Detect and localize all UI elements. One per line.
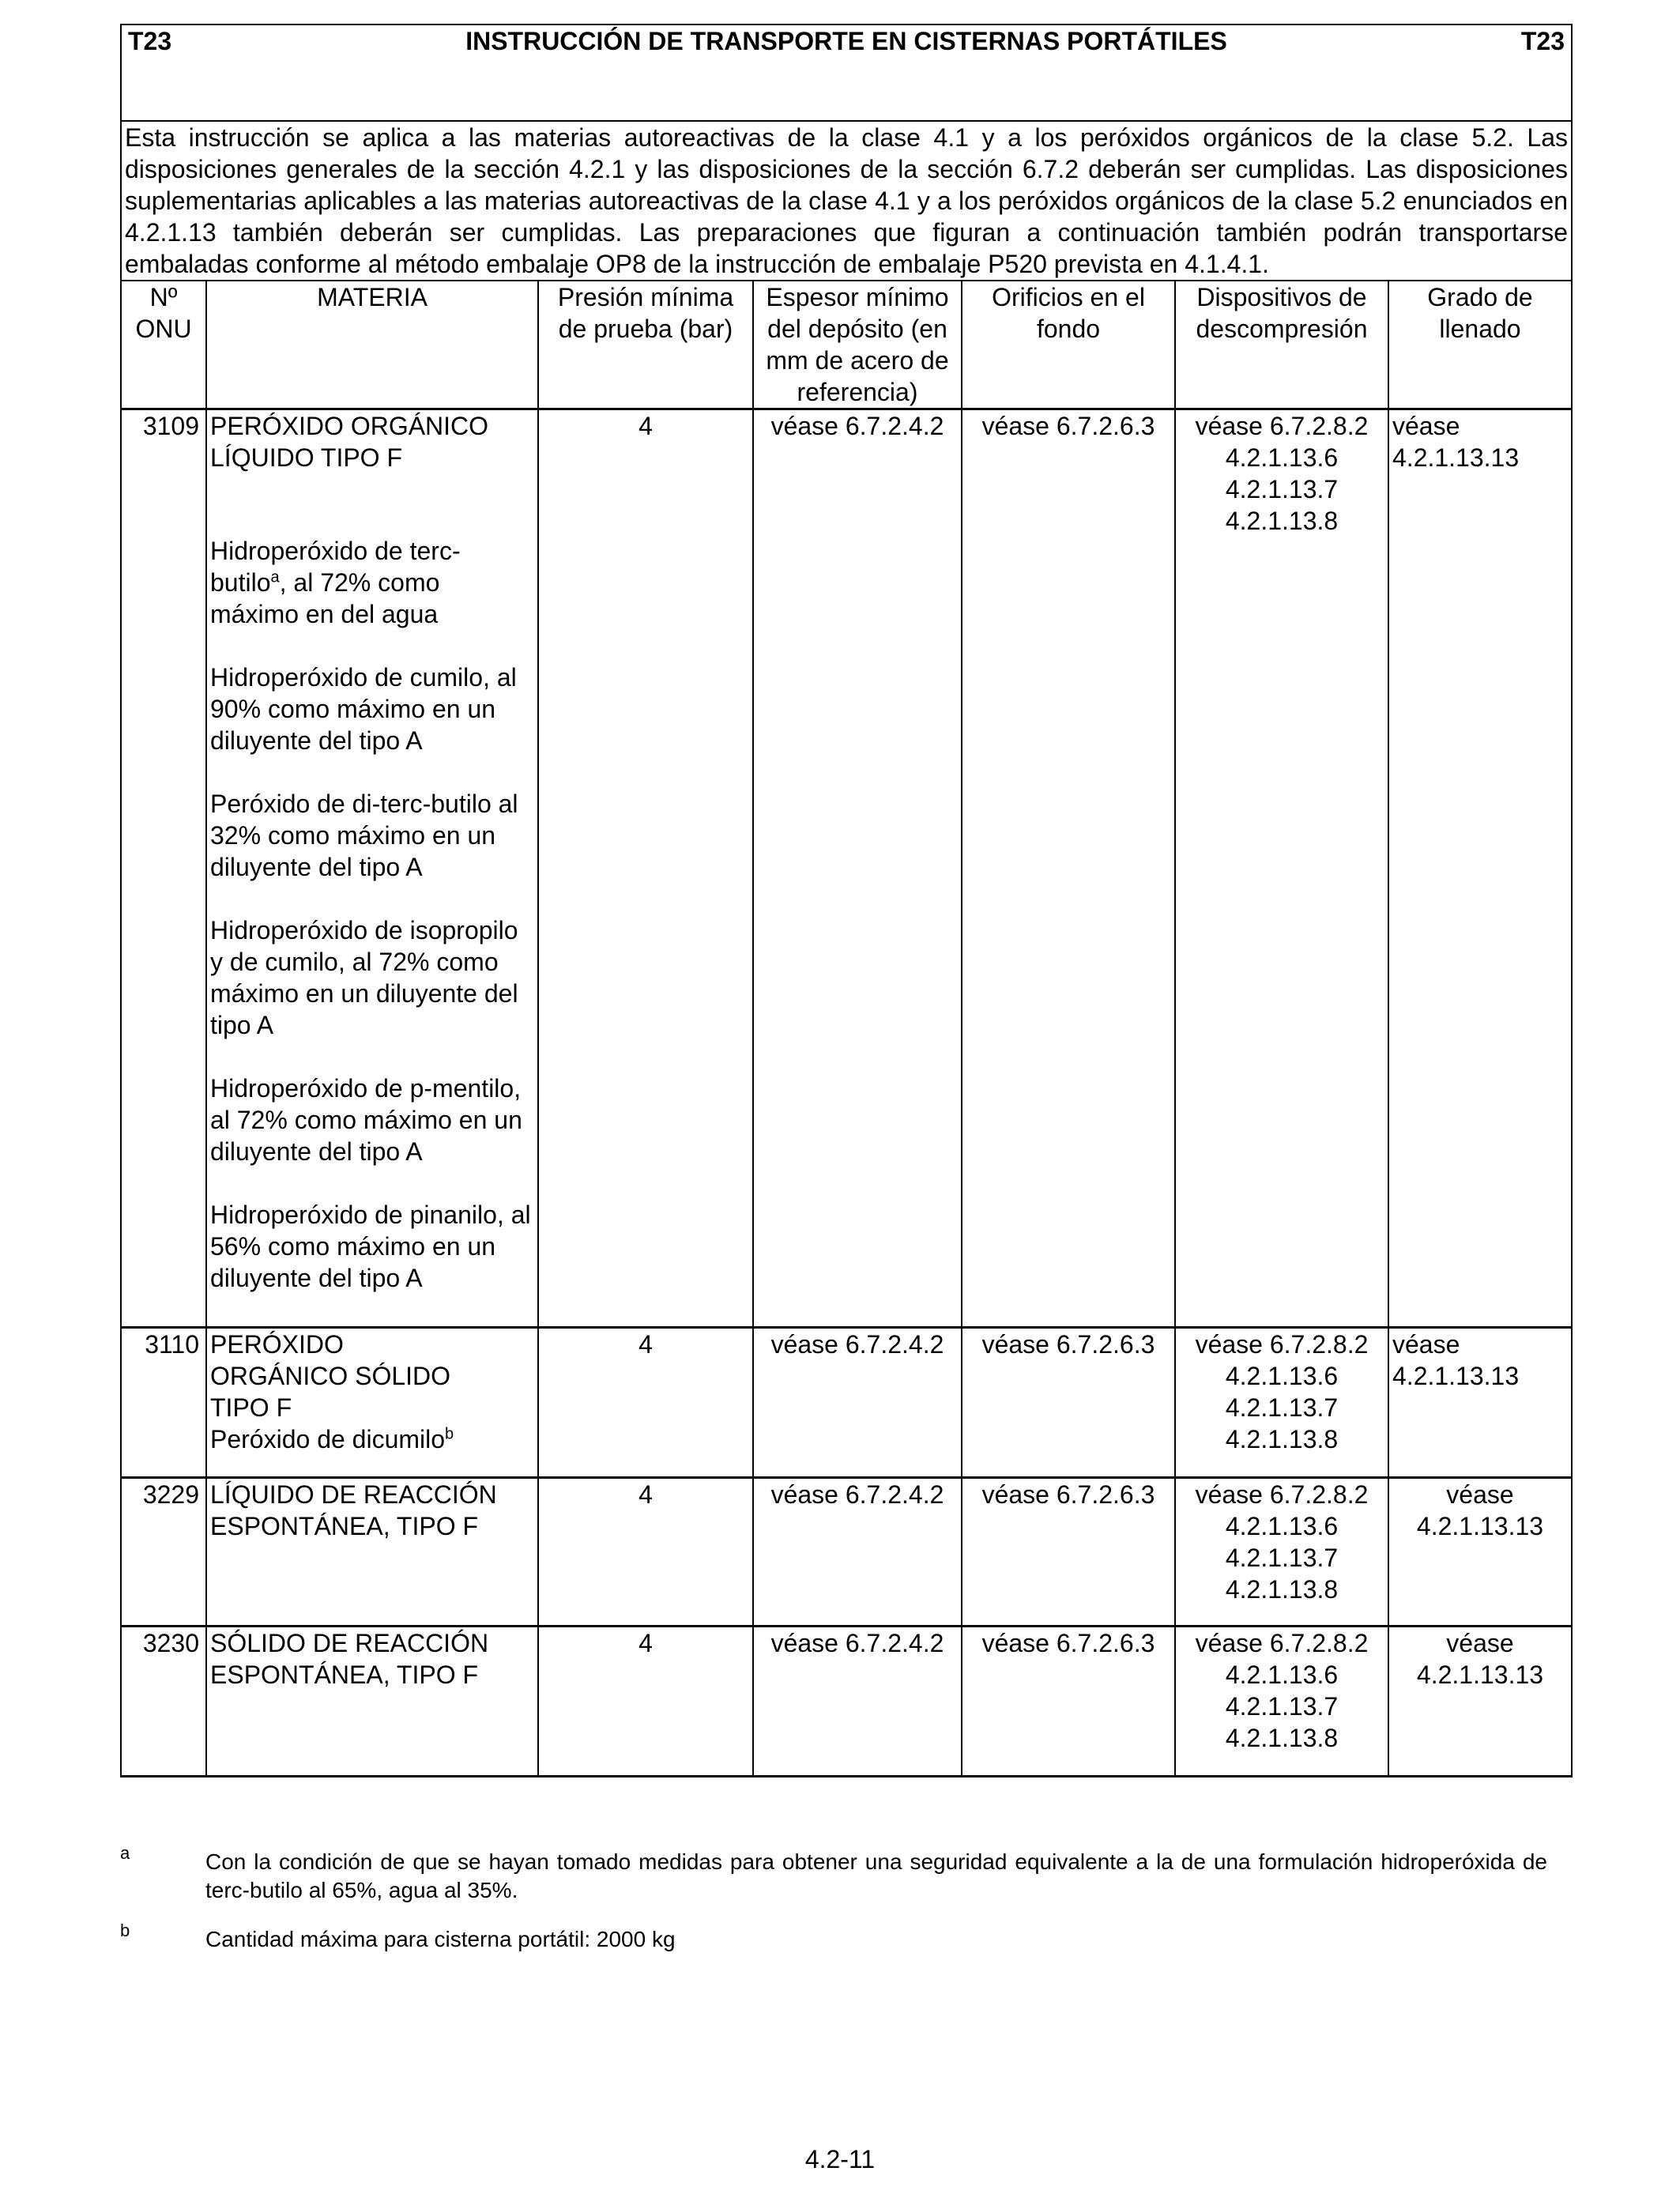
- dispositivos-line: 4.2.1.13.7: [1225, 475, 1339, 503]
- column-header-orificios: Orificios en el fondo: [962, 281, 1175, 409]
- grado-line: 4.2.1.13.13: [1416, 1661, 1544, 1689]
- dispositivos-line: véase 6.7.2.8.2: [1195, 1330, 1369, 1359]
- column-header-un: Nº ONU: [121, 281, 206, 409]
- espesor-value: véase 6.7.2.4.2: [753, 1328, 962, 1478]
- espesor-value: véase 6.7.2.4.2: [753, 409, 962, 1328]
- intro-row: [121, 121, 1572, 281]
- preparation-text: Hidroperóxido de terc-butilo: [210, 537, 461, 597]
- footnote-ref: b: [445, 1425, 454, 1443]
- instruction-code-left: T23: [128, 27, 172, 55]
- footnote: [120, 1921, 1547, 1954]
- column-header-row: [121, 281, 1572, 409]
- grado-value: [1388, 1627, 1572, 1777]
- dispositivos-line: 4.2.1.13.7: [1225, 1393, 1339, 1422]
- grado-line: véase: [1392, 1330, 1460, 1359]
- dispositivos-line: 4.2.1.13.7: [1225, 1692, 1339, 1721]
- espesor-value: véase 6.7.2.4.2: [753, 1627, 962, 1777]
- table-row: [121, 1627, 1572, 1777]
- presion-value: 4: [538, 1627, 753, 1777]
- table-row: [121, 409, 1572, 1328]
- footnote-text: Cantidad máxima para cisterna portátil: 2000 kg: [205, 1927, 676, 1951]
- intro-text: Esta instrucción se aplica a las materias autoreactivas de la clase 4.1 y a los peróxidos orgánicos de la clase 5.2. Las disposiciones generales de la sección 4.2.1 y las disposiciones de la sección 6.7.2 deberán ser cumplidas. Las disposiciones suplementarias aplicables a las materias autoreactivas de la clase 4.1 y a los peróxidos orgánicos de la clase 5.2 enunciados en 4.2.1.13 también deberán ser cumplidas. Las preparaciones que figuran a continuación también podrán transportarse embaladas conforme al método embalaje OP8 de la instrucción de embalaje P520 prevista en 4.1.4.1.: [121, 121, 1572, 281]
- grado-line: véase: [1446, 1480, 1514, 1509]
- dispositivos-line: 4.2.1.13.6: [1225, 1512, 1339, 1540]
- preparation-item: [210, 1423, 534, 1455]
- column-header-dispositivos: Dispositivos de descompresión: [1175, 281, 1388, 409]
- footnotes: [120, 1843, 1547, 1974]
- un-number: 3229: [121, 1478, 206, 1627]
- presion-value: 4: [538, 409, 753, 1328]
- materia-name: PERÓXIDO ORGÁNICO SÓLIDO TIPO F: [210, 1330, 451, 1422]
- table-row: [121, 1478, 1572, 1627]
- grado-value: [1388, 1328, 1572, 1478]
- instruction-table: [120, 24, 1573, 1777]
- grado-line: 4.2.1.13.13: [1416, 1512, 1544, 1540]
- page-number: 4.2-11: [804, 2145, 876, 2173]
- dispositivos-value: [1175, 409, 1388, 1328]
- footnote-mark: a: [120, 1843, 130, 1863]
- dispositivos-line: 4.2.1.13.6: [1225, 1661, 1339, 1689]
- un-number: 3109: [121, 409, 206, 1328]
- orificios-value: véase 6.7.2.6.3: [962, 1478, 1175, 1627]
- grado-line: 4.2.1.13.13: [1392, 1362, 1520, 1390]
- orificios-value: véase 6.7.2.6.3: [962, 1328, 1175, 1478]
- grado-line: 4.2.1.13.13: [1392, 443, 1520, 472]
- table-row: [121, 1328, 1572, 1478]
- presion-value: 4: [538, 1328, 753, 1478]
- orificios-value: véase 6.7.2.6.3: [962, 409, 1175, 1328]
- dispositivos-value: [1175, 1478, 1388, 1627]
- instruction-title: INSTRUCCIÓN DE TRANSPORTE EN CISTERNAS PORTÁTILES: [465, 27, 1227, 55]
- materia-name: LÍQUIDO DE REACCIÓN ESPONTÁNEA, TIPO F: [206, 1478, 538, 1627]
- footnote-mark: b: [120, 1921, 130, 1940]
- espesor-value: véase 6.7.2.4.2: [753, 1478, 962, 1627]
- grado-value: [1388, 1478, 1572, 1627]
- un-number: 3230: [121, 1627, 206, 1777]
- preparation-item: Hidroperóxido de cumilo, al 90% como máximo en un diluyente del tipo A: [210, 663, 517, 755]
- column-header-presion: Presión mínima de prueba (bar): [538, 281, 753, 409]
- preparation-item: Peróxido de di-terc-butilo al 32% como máximo en un diluyente del tipo A: [210, 790, 518, 881]
- dispositivos-line: 4.2.1.13.8: [1225, 1575, 1339, 1604]
- preparation-item: Hidroperóxido de isopropilo y de cumilo, al 72% como máximo en un diluyente del tipo A: [210, 916, 518, 1039]
- materia-cell: [206, 1328, 538, 1478]
- dispositivos-line: 4.2.1.13.8: [1225, 1425, 1339, 1453]
- presion-value: 4: [538, 1478, 753, 1627]
- column-header-espesor: Espesor mínimo del depósito (en mm de acero de referencia): [753, 281, 962, 409]
- preparation-item: Hidroperóxido de p-mentilo, al 72% como máximo en un diluyente del tipo A: [210, 1074, 522, 1166]
- dispositivos-line: 4.2.1.13.8: [1225, 507, 1339, 535]
- footnote-text: Con la condición de que se hayan tomado medidas para obtener una seguridad equivalente a la de una formulación hidroperóxida de terc-butilo al 65%, agua al 35%.: [205, 1849, 1547, 1902]
- dispositivos-line: 4.2.1.13.6: [1225, 1362, 1339, 1390]
- column-header-materia: MATERIA: [206, 281, 538, 409]
- preparation-text-continued: , al 72% como máximo en del agua: [210, 568, 440, 628]
- dispositivos-line: véase 6.7.2.8.2: [1195, 412, 1369, 440]
- grado-line: véase: [1392, 412, 1460, 440]
- materia-name: PERÓXIDO ORGÁNICO LÍQUIDO TIPO F: [210, 412, 489, 472]
- column-header-grado: Grado de llenado: [1388, 281, 1572, 409]
- instruction-code-right: T23: [1520, 27, 1565, 55]
- grado-value: [1388, 409, 1572, 1328]
- footnote: [120, 1843, 1547, 1905]
- materia-cell: [206, 409, 538, 1328]
- footnote-ref: a: [270, 568, 280, 586]
- dispositivos-line: 4.2.1.13.8: [1225, 1724, 1339, 1752]
- dispositivos-line: 4.2.1.13.7: [1225, 1544, 1339, 1572]
- dispositivos-line: 4.2.1.13.6: [1225, 443, 1339, 472]
- orificios-value: véase 6.7.2.6.3: [962, 1627, 1175, 1777]
- title-row: [121, 25, 1572, 121]
- dispositivos-value: [1175, 1328, 1388, 1478]
- grado-line: véase: [1446, 1629, 1514, 1657]
- preparation-text: Peróxido de dicumilo: [210, 1425, 446, 1453]
- title-cell: [121, 25, 1572, 121]
- preparation-item: [210, 535, 534, 630]
- preparation-item: Hidroperóxido de pinanilo, al 56% como máximo en un diluyente del tipo A: [210, 1201, 531, 1292]
- dispositivos-line: véase 6.7.2.8.2: [1195, 1629, 1369, 1657]
- dispositivos-line: véase 6.7.2.8.2: [1195, 1480, 1369, 1509]
- materia-name: SÓLIDO DE REACCIÓN ESPONTÁNEA, TIPO F: [206, 1627, 538, 1777]
- dispositivos-value: [1175, 1627, 1388, 1777]
- un-number: 3110: [121, 1328, 206, 1478]
